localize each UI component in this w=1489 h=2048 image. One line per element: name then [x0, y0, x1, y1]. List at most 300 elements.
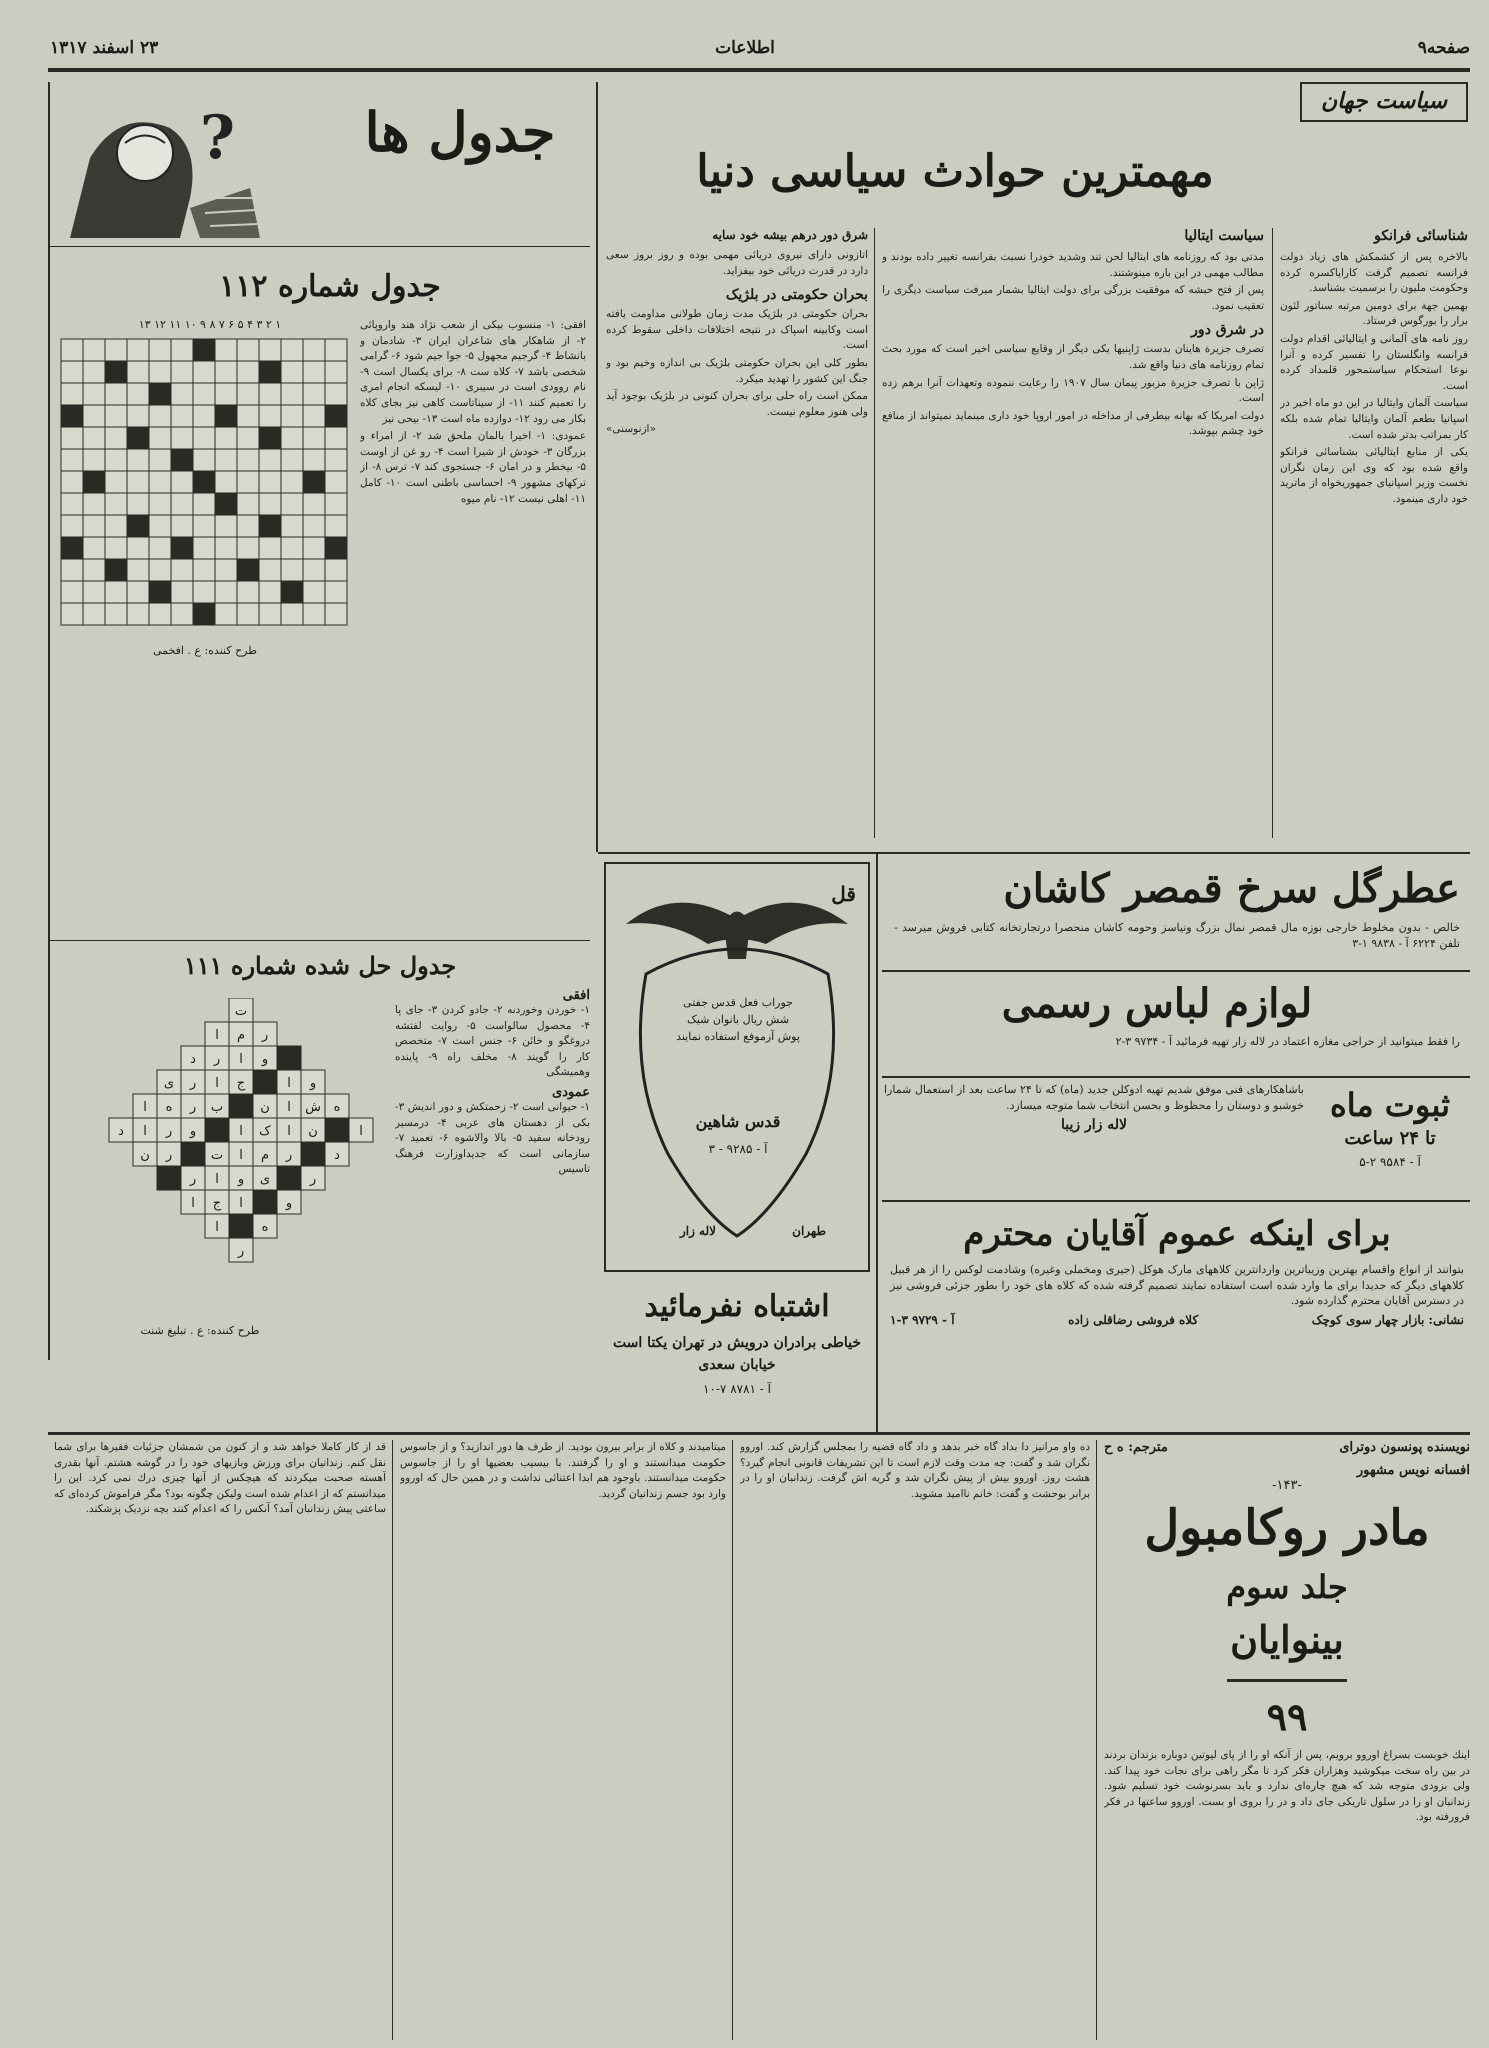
grid-112-cell[interactable]	[149, 559, 171, 581]
grid-112-cell[interactable]	[171, 383, 193, 405]
clues-112-across-text: افقی: ۱- منسوب بیکی از شعب نژاد هند واروپائی ۲- از شاهکار های شاعران ایران ۳- شادمان و بانشاط ۴- گرجیم مجهول ۵- جوا جیم شود ۶- گرامی شخصی باشد ۷- کلاه ست ۸- برای یکسال است ۹- نام روودی است در سیبری ۱۰- لیسکه انجام امری را تعمیم کنند ۱۱- از سیناتاست کاهی نیز بجای کلاه بکار می رود ۱۲- دوازده ماه است ۱۳- بیحی نیز	[360, 319, 586, 425]
grid-112-cell[interactable]	[105, 537, 127, 559]
grid-112-cell[interactable]	[281, 515, 303, 537]
grid-112-cell[interactable]	[325, 559, 347, 581]
grid-112-cell[interactable]	[193, 471, 215, 493]
issue-date-text: ۲۳ اسفند ۱۳۱۷	[50, 38, 159, 58]
grid-112-cell[interactable]	[61, 559, 83, 581]
grid-112-cell[interactable]	[303, 339, 325, 361]
grid-112-cell[interactable]	[171, 515, 193, 537]
serial-chapter-number: ۹۹	[1266, 1694, 1308, 1739]
italy-title: سیاست ایتالیا	[1184, 228, 1264, 244]
grid-112-cell[interactable]	[237, 427, 259, 449]
grid-111-cell	[253, 1190, 277, 1214]
grid-112-cell[interactable]	[281, 493, 303, 515]
clues-111-across-label: افقی	[562, 988, 590, 1003]
grid-111-letter: ا	[215, 1076, 219, 1091]
grid-112-cell[interactable]	[193, 383, 215, 405]
grid-112-cell[interactable]	[127, 559, 149, 581]
ad-permanent-title-block	[1310, 1082, 1470, 1192]
grid-112-cell[interactable]	[193, 361, 215, 383]
grid-112-cell[interactable]	[215, 559, 237, 581]
grid-112-cell[interactable]	[193, 405, 215, 427]
ad-permanent-sub: تا ۲۴ ساعت	[1344, 1128, 1436, 1149]
grid-112-cell[interactable]	[83, 603, 105, 625]
grid-111-letter: ا	[191, 1196, 195, 1211]
grid-111-letter: ت	[234, 1004, 248, 1019]
grid-111-letter: ه	[261, 1220, 269, 1235]
grid-112-cell[interactable]	[259, 471, 281, 493]
crossword-grid-112[interactable]	[60, 338, 350, 638]
grid-112-cell[interactable]	[281, 339, 303, 361]
grid-112-cell[interactable]	[237, 405, 259, 427]
grid-111-letter: ر	[189, 1100, 197, 1115]
ad-hats-store: کلاه فروشی رضاقلی زاده	[1068, 1312, 1199, 1327]
grid-112-cell[interactable]	[61, 515, 83, 537]
puzzle-mid-rule	[50, 940, 590, 941]
grid-112-cell[interactable]	[215, 493, 237, 515]
grid-112-cell[interactable]	[237, 383, 259, 405]
ad-hats	[884, 1206, 1470, 1426]
grid-112-cell[interactable]	[127, 493, 149, 515]
grid-112-cell[interactable]	[325, 449, 347, 471]
grid-111-letter: ت	[210, 1148, 224, 1163]
grid-112-cell[interactable]	[237, 559, 259, 581]
belgium-p3: ممکن است راه حلی برای بحران کنونی در بلژیک بوجود آید ولی هنوز معلوم نیست.	[606, 390, 868, 418]
clues-111	[395, 988, 590, 1352]
paper-name	[700, 38, 790, 62]
clues-111-down-label: عمودی	[552, 1084, 590, 1100]
grid-112-cell[interactable]	[105, 493, 127, 515]
grid-112-cell[interactable]	[193, 559, 215, 581]
ads-middle-divider	[876, 852, 878, 1432]
grid-111-cell	[181, 1142, 205, 1166]
grid-111-letter: د	[334, 1148, 340, 1163]
ad-permanent-rule	[882, 1200, 1470, 1202]
grid-111-cell	[253, 1070, 277, 1094]
ad-perfume	[884, 858, 1470, 968]
grid-112-cell[interactable]	[171, 581, 193, 603]
grid-111-letter: ر	[237, 1244, 245, 1259]
grid-112-cell[interactable]	[171, 559, 193, 581]
grid-112-cell[interactable]	[105, 603, 127, 625]
ad-permanent-body-block	[884, 1082, 1304, 1192]
grid-112-cell[interactable]	[215, 537, 237, 559]
serial-divider-2	[732, 1440, 733, 2040]
ad-perfume-title: عطرگل سرخ قمصر کاشان	[1003, 865, 1460, 912]
serial-subtitle: بینوایان	[1230, 1617, 1344, 1662]
grid-112-cell[interactable]	[303, 581, 325, 603]
shahin-city: طهران	[792, 1224, 826, 1238]
grid-112-cell[interactable]	[281, 581, 303, 603]
franco-p5: یکی از منابع ایتالیائی بشناسائی فرانکو واقع شده بود که وی این زمان نگران نخست وزیر اسپانیای جمهوریخواه از ماترید خود داری مینمود.	[1280, 446, 1468, 505]
grid-111-letter: ا	[287, 1124, 291, 1139]
grid-112-cell[interactable]	[259, 361, 281, 383]
grid-112-cell[interactable]	[237, 493, 259, 515]
grid-112-col-numbers	[60, 318, 360, 338]
grid-112-cell[interactable]	[215, 339, 237, 361]
grid-112-cell[interactable]	[149, 603, 171, 625]
grid-112-cell[interactable]	[105, 383, 127, 405]
grid-112-cell[interactable]	[325, 471, 347, 493]
grid-112-cell[interactable]	[237, 537, 259, 559]
grid-112-cell[interactable]	[325, 493, 347, 515]
grid-111-cell	[277, 1046, 301, 1070]
puzzle-112-title-text: جدول شماره ۱۱۲	[219, 269, 441, 304]
grid-112-cell[interactable]	[83, 559, 105, 581]
grid-112-cell[interactable]	[61, 427, 83, 449]
grid-112-cell[interactable]	[171, 339, 193, 361]
grid-112-cell[interactable]	[237, 339, 259, 361]
puzzle-section-title-text: جدول ها	[364, 100, 556, 164]
grid-111-letter: ه	[333, 1100, 341, 1115]
grid-112-cell[interactable]	[171, 405, 193, 427]
grid-112-cell[interactable]	[61, 537, 83, 559]
grid-112-cell[interactable]	[303, 559, 325, 581]
grid-112-cell[interactable]	[83, 449, 105, 471]
grid-112-cell[interactable]	[325, 581, 347, 603]
grid-112-cell[interactable]	[105, 405, 127, 427]
grid-112-cell[interactable]	[281, 361, 303, 383]
grid-112-cell[interactable]	[83, 493, 105, 515]
grid-112-cell[interactable]	[259, 537, 281, 559]
politics-col-belgium	[606, 228, 868, 838]
grid-112-cell[interactable]	[149, 515, 171, 537]
grid-111-letter: ی	[259, 1172, 271, 1187]
grid-112-cell[interactable]	[61, 383, 83, 405]
grid-112-cell[interactable]	[61, 361, 83, 383]
ad-tailor	[604, 1282, 870, 1430]
belgium-p2: بطور کلی این بحران حکومتی بلژیک بی اندازه وخیم بود و جنگ این کشور را تهدید میکرد.	[606, 356, 868, 385]
grid-112-cell[interactable]	[105, 515, 127, 537]
grid-112-cell[interactable]	[215, 515, 237, 537]
grid-111-cell	[301, 1142, 325, 1166]
grid-112-cell[interactable]	[303, 383, 325, 405]
grid-112-cell[interactable]	[215, 581, 237, 603]
belgium-signature: «ازنوسنی»	[606, 423, 656, 436]
grid-112-cell[interactable]	[237, 471, 259, 493]
grid-111-cell	[229, 1094, 253, 1118]
grid-112-cell[interactable]	[193, 581, 215, 603]
grid-112-cell[interactable]	[259, 603, 281, 625]
grid-112-cell[interactable]	[259, 383, 281, 405]
serial-novel-title: مادر روکامبول	[1144, 1500, 1430, 1556]
grid-112-cell[interactable]	[259, 405, 281, 427]
grid-111-letter: ر	[213, 1052, 221, 1067]
franco-p2: بهمین جهة برای دومین مرتبه سناتور لئون برار را بورگوس فرستاد.	[1280, 299, 1468, 328]
grid-112-cell[interactable]	[193, 515, 215, 537]
grid-112-cell[interactable]	[303, 493, 325, 515]
grid-112-cell[interactable]	[105, 339, 127, 361]
shahin-brand: قدس شاهین	[695, 1112, 781, 1131]
grid-112-cell[interactable]	[237, 361, 259, 383]
grid-112-cell[interactable]	[149, 493, 171, 515]
grid-112-cell[interactable]	[193, 537, 215, 559]
grid-112-cell[interactable]	[303, 405, 325, 427]
grid-112-cell[interactable]	[281, 405, 303, 427]
grid-111-letter: و	[189, 1124, 197, 1139]
puzzle-section-title	[330, 92, 590, 172]
grid-112-cell[interactable]	[215, 405, 237, 427]
grid-111-letter: ن	[308, 1124, 318, 1139]
ad-permanent-title: ثبوت ماه	[1329, 1086, 1450, 1124]
ad-formal-body: را فقط میتوانید از حراجی مغازه اعتماد در لاله زار تهیه فرمائید آ - ۹۷۳۴ ۳-۲	[1115, 1035, 1460, 1048]
clues-112-down-text: عمودی: ۱- اخیرا بالمان ملحق شد ۲- از امراء و بزرگان ۳- خودش از شیرا است ۴- رو غن از اوست ۵- بیخطر و در امان ۶- جستجوی کند ۷- ترس ۸- از ترکهای مشهور ۹- احساسی باطنی است ۱۰- کامل ۱۱- اهلی نیست ۱۲- نام میوه	[360, 430, 586, 505]
grid-112-cell[interactable]	[149, 471, 171, 493]
grid-111-letter: ج	[236, 1076, 246, 1091]
grid-112-cell[interactable]	[127, 471, 149, 493]
belgium-title: بحران حکومتی در بلژیک	[725, 287, 868, 304]
grid-112-cell[interactable]	[193, 339, 215, 361]
ad-hats-phone: آ - ۹۷۲۹ ۳-۱	[890, 1312, 955, 1327]
grid-111-letter: ا	[143, 1124, 147, 1139]
grid-112-cell[interactable]	[193, 449, 215, 471]
franco-p3: روز نامه های آلمانی و ایتالیائی اقدام دولت فرانسه وانگلستان را تفسیر کرده و آنرا نوعا استحکام سیاستمحور قلمداد کرده است.	[1280, 332, 1468, 392]
grid-112-cell[interactable]	[105, 559, 127, 581]
grid-112-cell[interactable]	[105, 581, 127, 603]
grid-112-cell[interactable]	[83, 537, 105, 559]
grid-112-cell[interactable]	[171, 603, 193, 625]
grid-111-letter: ج	[212, 1196, 222, 1211]
grid-111-letter: و	[309, 1076, 317, 1091]
grid-112-cell[interactable]	[215, 427, 237, 449]
grid-112-cell[interactable]	[127, 405, 149, 427]
grid-112-cell[interactable]	[105, 449, 127, 471]
grid-111-letter: ا	[239, 1148, 243, 1163]
grid-112-cell[interactable]	[61, 471, 83, 493]
italy-p1: مدتی بود که روزنامه های ایتالیا لحن تند وشدید خودرا نسبت بفرانسه تغییر داده بودند و مطالب مهمی در این باره مینوشتند.	[882, 251, 1264, 279]
grid-112-cell[interactable]	[325, 537, 347, 559]
far-east-p2: ژاپن با تصرف جزیرة مزبور پیمان سال ۱۹۰۷ را رعایت ننموده وتعهدات آنرا برهم زده است.	[882, 376, 1264, 405]
puzzle-112-title	[180, 262, 480, 312]
puzzle-111-title-text: جدول حل شده شماره ۱۱۱	[183, 951, 457, 980]
grid-112-cell[interactable]	[281, 537, 303, 559]
grid-112-cell[interactable]	[61, 449, 83, 471]
grid-112-cell[interactable]	[259, 581, 281, 603]
grid-112-cell[interactable]	[127, 449, 149, 471]
puzzle-top-rule	[50, 246, 590, 247]
ad-tailor-phone: آ - ۸۷۸۱ ۷-۱۰	[702, 1382, 772, 1396]
grid-112-cell[interactable]	[303, 449, 325, 471]
grid-111-cell	[229, 1214, 253, 1238]
grid-111-designer	[60, 1324, 340, 1342]
serial-translator: مترجم: ه ح	[1104, 1440, 1168, 1455]
grid-112-cell[interactable]	[215, 449, 237, 471]
issue-date	[50, 38, 200, 60]
puzzle-left-border	[48, 82, 50, 1360]
grid-112-cell[interactable]	[171, 427, 193, 449]
far-east-p3: دولت امریکا که بهانه بیطرفی از مداخله در امور اروپا خود داری مینماید نمیتواند از منافع خود چشم بپوشد.	[882, 409, 1264, 438]
clues-111-across-text: ۱- خوردن وخوردنه ۲- جادو کردن ۳- جای پا ۴- محصول سالواست ۵- روایت لفتشه دروغگو و خائن ۶- جنس است ۷- متخصص کار را گویند ۸- مخلف راه ۹- پاینده وهمیشگی	[395, 1004, 590, 1079]
grid-112-cell[interactable]	[281, 559, 303, 581]
grid-111-letter: و	[261, 1052, 269, 1067]
franco-title: شناسائی فرانکو	[1374, 228, 1468, 244]
serial-col3	[400, 1440, 726, 2040]
grid-112-cell[interactable]	[259, 515, 281, 537]
grid-111-letter: ک	[259, 1124, 271, 1139]
grid-112-cell[interactable]	[149, 383, 171, 405]
grid-112-cell[interactable]	[149, 339, 171, 361]
puzzle-111-title	[130, 946, 510, 986]
clues-111-down-text: ۱- حیوانی است ۲- زحمتکش و دور اندیش ۳- بکی از دهستان های عربی ۴- درمسیر رودخانه سفید ۵- بالا والاشوه ۶- تعمید ۷- سازمانی است که جدیداوزارت فرهنگ تاسیس	[395, 1100, 590, 1176]
question-mark-icon: ?	[199, 103, 235, 173]
grid-112-cell[interactable]	[281, 383, 303, 405]
politics-col-divider-1	[1272, 228, 1273, 838]
grid-112-cell[interactable]	[237, 449, 259, 471]
shahin-street: لاله زار	[679, 1224, 716, 1238]
grid-112-cell[interactable]	[325, 515, 347, 537]
grid-112-cell[interactable]	[127, 427, 149, 449]
grid-112-cell[interactable]	[83, 471, 105, 493]
masthead-rule	[48, 68, 1470, 72]
grid-111-letter: م	[236, 1028, 246, 1043]
grid-112-cell[interactable]	[325, 383, 347, 405]
grid-111-letter: د	[190, 1052, 196, 1067]
grid-112-cell[interactable]	[303, 427, 325, 449]
grid-112-cell[interactable]	[325, 427, 347, 449]
grid-112-cell[interactable]	[281, 471, 303, 493]
ad-perfume-rule	[882, 970, 1470, 972]
ad-tailor-title: اشتباه نفرمائید	[644, 1289, 830, 1324]
grid-112-cell[interactable]	[171, 493, 193, 515]
ad-hats-address: نشانی: بازار چهار سوی کوچک	[1311, 1312, 1464, 1327]
grid-112-cell[interactable]	[61, 405, 83, 427]
grid-112-cell[interactable]	[303, 361, 325, 383]
grid-111-cell	[157, 1166, 181, 1190]
serial-divider-3	[392, 1440, 393, 2040]
grid-112-cell[interactable]	[281, 427, 303, 449]
belgium-intro: اتازونی دارای نیروی دریائی مهمی بوده و روز بروز سعی دارد در قدرت دریائی خود بیفزاید.	[606, 249, 868, 277]
grid-112-cell[interactable]	[259, 559, 281, 581]
grid-112-cell[interactable]	[105, 361, 127, 383]
grid-112-cell[interactable]	[259, 427, 281, 449]
grid-112-cell[interactable]	[127, 339, 149, 361]
grid-112-cell[interactable]	[193, 603, 215, 625]
grid-112-cell[interactable]	[105, 471, 127, 493]
serial-col1-text: اینك خوبست بسراغ اوروو برویم، پس از آنکه او را از پای لیوتین دوباره بزندان بردند در بین راه سخت میکوشید وهزاران فکر کرد تا مگر راهی برای نجات خود پیدا کند. ولی بزودی متوجه شد که هیچ چاره‌ای ندارد و باید بسرنوشت خود تسلیم شود. زندانبان او را در سلول تاریکی جای داد و در را بروی او بست. اوروو ساعتها در فکر فرورفته بود.	[1104, 1749, 1470, 1824]
grid-111-letter: ر	[285, 1148, 293, 1163]
ad-formal-title: لوازم لباس رسمی	[1001, 980, 1313, 1027]
grid-112-cell[interactable]	[325, 339, 347, 361]
grid-112-cell[interactable]	[127, 383, 149, 405]
grid-112-cell[interactable]	[127, 361, 149, 383]
serial-col4-text: قد از کار کاملا خواهد شد و از کنون من شمشان جزئیات فقیرها برای شما نقل کنم. زندانیان برای ورزش وبازیهای خود را در گوشه هشتم. آنها بقدری آهسته صحبت میکردند که هیچکس از آنها چیزی درك نمی کرد. این را میدانستم که از اعدام شده است ولیکن چگونه بود؟ مگر فراموش کرده‌ای که ساعتی پیش زندانبان آمد؟ آنکس را که اعدام کنند بچه نزدیک پزشکند.	[54, 1441, 386, 1516]
puzzle-thinker-illustration	[50, 98, 270, 243]
grid-112-cell[interactable]	[215, 471, 237, 493]
grid-112-cell[interactable]	[61, 339, 83, 361]
grid-112-cell[interactable]	[83, 405, 105, 427]
grid-112-cell[interactable]	[303, 471, 325, 493]
grid-112-cell[interactable]	[83, 581, 105, 603]
page-number: صفحه۹	[1417, 38, 1470, 58]
shahin-body: جوراب فعل قدس جفتی شش ریال بانوان شیک پوش آزموفع استفاده نمایند	[676, 996, 800, 1043]
grid-112-cell[interactable]	[237, 515, 259, 537]
grid-112-cell[interactable]	[61, 493, 83, 515]
grid-112-designer	[60, 644, 350, 664]
serial-author-tag: افسانه نویس مشهور	[1356, 1463, 1470, 1478]
grid-112-cell[interactable]	[237, 581, 259, 603]
grid-112-designer-text: طرح کننده: ع . افخمی	[152, 644, 258, 657]
ad-tailor-body: خیاطی برادران درویش در تهران یکتا است خیابان سعدی	[612, 1335, 862, 1373]
grid-112-cell[interactable]	[325, 603, 347, 625]
grid-111-letter: ب	[210, 1100, 224, 1115]
grid-112-cell[interactable]	[149, 361, 171, 383]
grid-112-cell[interactable]	[149, 449, 171, 471]
grid-112-cell[interactable]	[325, 405, 347, 427]
serial-divider-1	[1096, 1440, 1097, 2040]
grid-112-cell[interactable]	[149, 537, 171, 559]
ad-shahin-hosiery	[604, 862, 870, 1272]
grid-112-cell[interactable]	[171, 537, 193, 559]
grid-112-cell[interactable]	[127, 515, 149, 537]
grid-112-cell[interactable]	[215, 603, 237, 625]
ad-permanent-store: لاله زار زیبا	[1060, 1117, 1128, 1134]
grid-111-letter: ن	[140, 1148, 150, 1163]
grid-111-letter: ا	[359, 1124, 363, 1139]
grid-112-cell[interactable]	[193, 427, 215, 449]
grid-111-letter: ا	[239, 1196, 243, 1211]
grid-112-cell[interactable]	[325, 361, 347, 383]
grid-112-cell[interactable]	[149, 581, 171, 603]
grid-112-cell[interactable]	[281, 603, 303, 625]
grid-112-cell[interactable]	[303, 515, 325, 537]
grid-112-cell[interactable]	[149, 427, 171, 449]
grid-112-cell[interactable]	[127, 581, 149, 603]
far-east-title: در شرق دور	[1191, 322, 1264, 339]
ad-hats-title: برای اینکه عموم آقایان محترم	[963, 1214, 1391, 1254]
grid-112-cell[interactable]	[83, 515, 105, 537]
grid-112-cell[interactable]	[215, 383, 237, 405]
grid-112-cell[interactable]	[171, 361, 193, 383]
grid-112-cell[interactable]	[171, 471, 193, 493]
paper-name-text: اطلاعات	[715, 38, 775, 58]
far-east-p1: تصرف جزیرة هاینان بدست ژاپنیها یکی دیگر از وقایع سیاسی اخیر است که مورد بحث تمام روزنامه های دنیا واقع شد.	[882, 343, 1264, 371]
ad-hats-body: بتوانند از انواع واقسام بهترین وزیباترین واردانترین کلاههای مارک هوکل (جیری ومخملی وغیره) وشادمت لوکس را از هر قبیل کلاههای دیگر که جدیدا برای ما وارد شده است استفاده نمایند تصمیم گرفته شده که کلاه های خود را بطور جزئی فروشی نیز در دسترس آقایان محترم گذارده شود.	[890, 1263, 1464, 1308]
grid-112-cell[interactable]	[259, 493, 281, 515]
grid-112-cell[interactable]	[61, 581, 83, 603]
serial-col3-text: میتامیدند و کلاه از برابر بیرون بودید. از طرف ها دور اندازید؟ و از جاسوس حکومت میدانستند و او را گرفتند. با بیسیب بعضیها او را از جاسوس حکومت میدانستند. باوجود هم ابدا اعتنائی نداشت و در همین حال که اوروو وارد بود جسم زندانیان گردید.	[400, 1441, 726, 1500]
grid-111-letter: ا	[215, 1172, 219, 1187]
clues-112-across	[360, 318, 586, 664]
grid-112-cell[interactable]	[83, 361, 105, 383]
grid-112-cell[interactable]	[259, 449, 281, 471]
serial-col4	[54, 1440, 386, 2040]
grid-112-cell[interactable]	[259, 339, 281, 361]
grid-112-cell[interactable]	[303, 537, 325, 559]
grid-112-cell[interactable]	[61, 603, 83, 625]
grid-112-cell[interactable]	[171, 449, 193, 471]
grid-112-cell[interactable]	[105, 427, 127, 449]
grid-112-cell[interactable]	[127, 537, 149, 559]
grid-112-cell[interactable]	[215, 361, 237, 383]
grid-112-cell[interactable]	[83, 383, 105, 405]
grid-111-cell	[205, 1118, 229, 1142]
ad-permanent-phone: آ - ۹۵۸۴ ۲-۵	[1359, 1155, 1421, 1169]
grid-112-cell[interactable]	[127, 603, 149, 625]
grid-112-cell[interactable]	[303, 603, 325, 625]
grid-112-cell[interactable]	[149, 405, 171, 427]
grid-111-letter: ا	[239, 1124, 243, 1139]
grid-112-cell[interactable]	[83, 339, 105, 361]
grid-112-cell[interactable]	[83, 427, 105, 449]
grid-111-letter: ن	[260, 1100, 270, 1115]
serial-author: نویسنده پونسون دوترای	[1339, 1440, 1470, 1455]
grid-112-cell[interactable]	[193, 493, 215, 515]
crossword-grid-111-solved	[85, 998, 385, 1268]
grid-112-col-numbers-text: ۱۳ ۱۲ ۱۱ ۱۰ ۹ ۸ ۷ ۶ ۵ ۴ ۳ ۲ ۱	[138, 318, 282, 331]
grid-112-cell[interactable]	[237, 603, 259, 625]
grid-112-cell[interactable]	[281, 449, 303, 471]
